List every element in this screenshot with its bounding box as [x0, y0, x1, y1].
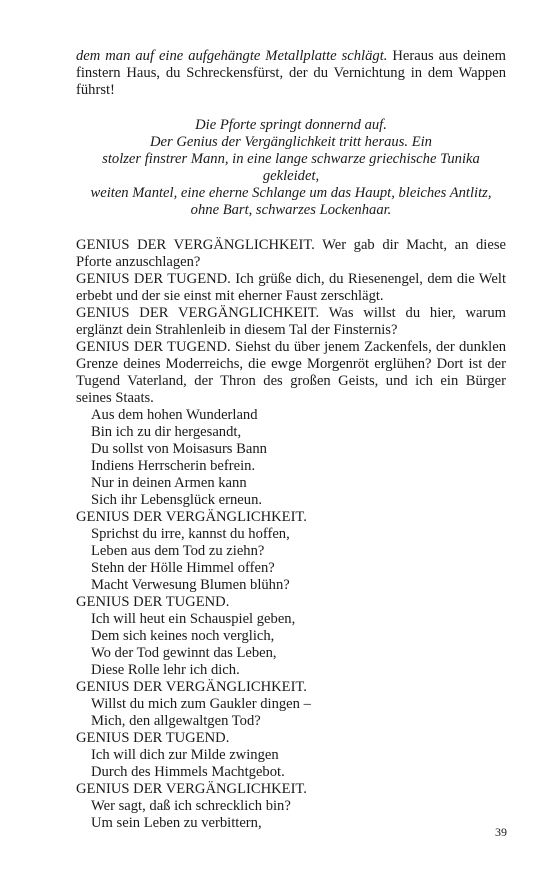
verse-line: Macht Verwesung Blumen blühn? — [91, 577, 290, 593]
verse-line: Leben aus dem Tod zu ziehn? — [91, 543, 265, 559]
verse-line: Bin ich zu dir hergesandt, — [91, 424, 242, 440]
verse-line: Mich, den allgewaltgen Tod? — [91, 713, 261, 729]
speaker-heading: GENIUS DER VERGÄNGLICHKEIT. — [76, 781, 307, 797]
verse-line: Ich will dich zur Milde zwingen — [91, 747, 279, 763]
stage-direction-line: weiten Mantel, eine eherne Schlange um das Haupt, bleiches Antlitz, — [90, 185, 492, 201]
speech-line: GENIUS DER VERGÄNGLICHKEIT. Was willst du hier, warum erglänzt dein Strahlenleib in diesem Tal der Finsternis? — [76, 305, 506, 338]
verse-line: Stehn der Hölle Himmel offen? — [91, 560, 275, 576]
stage-direction-line: ohne Bart, schwarzes Lockenhaar. — [190, 202, 392, 218]
verse-line: Wer sagt, daß ich schrecklich bin? — [91, 798, 291, 814]
speaker-heading: GENIUS DER TUGEND. — [76, 730, 230, 746]
stage-direction-line: Der Genius der Vergänglichkeit tritt heraus. Ein — [150, 134, 432, 150]
opening-italic-text: dem man auf eine aufgehängte Metallplatte schlägt. — [76, 48, 388, 64]
page-number: 39 — [495, 825, 507, 839]
verse-line: Sich ihr Lebensglück erneun. — [91, 492, 263, 508]
page-body — [76, 48, 506, 832]
verse-line: Ich will heut ein Schauspiel geben, — [91, 611, 296, 627]
speaker-heading: GENIUS DER TUGEND. — [76, 594, 230, 610]
verse-line: Sprichst du irre, kannst du hoffen, — [91, 526, 290, 542]
opening-paragraph — [76, 48, 506, 99]
stage-direction-line: stolzer finstrer Mann, in eine lange schwarze griechische Tunika gekleidet, — [102, 151, 480, 184]
verse-line: Aus dem hohen Wunderland — [91, 407, 258, 423]
speech-line: GENIUS DER TUGEND. Ich grüße dich, du Riesenengel, dem die Welt erbebt und der sie einst mit eherner Faust zerschlägt. — [76, 271, 506, 304]
verse-line: Um sein Leben zu verbittern, — [91, 815, 262, 831]
verse-line: Nur in deinen Armen kann — [91, 475, 247, 491]
verse-line: Dem sich keines noch verglich, — [91, 628, 275, 644]
verse-line: Diese Rolle lehr ich dich. — [91, 662, 240, 678]
speaker-heading: GENIUS DER VERGÄNGLICHKEIT. — [76, 509, 307, 525]
opening-roman-text: Heraus aus deinem finstern Haus, du Schreckensfürst, der du Vernichtung in dem Wappen führst! — [76, 48, 507, 98]
stage-direction — [76, 117, 506, 219]
stage-direction-line: Die Pforte springt donnernd auf. — [195, 117, 387, 133]
verse-line: Indiens Herrscherin befrein. — [91, 458, 256, 474]
verse-line: Willst du mich zum Gaukler dingen – — [91, 696, 311, 712]
speech-line: GENIUS DER TUGEND. Siehst du über jenem Zackenfels, der dunklen Grenze deines Moderreichs, die ewge Morgenröt erglühen? Dort ist der Tugend Vaterland, der Thron des großen Geists, und ich ein Bürger seines Staats. — [76, 339, 506, 406]
verse-line: Wo der Tod gewinnt das Leben, — [91, 645, 277, 661]
speaker-heading: GENIUS DER VERGÄNGLICHKEIT. — [76, 679, 307, 695]
speech-line: GENIUS DER VERGÄNGLICHKEIT. Wer gab dir Macht, an diese Pforte anzuschlagen? — [76, 237, 506, 270]
dialogue — [76, 237, 506, 832]
verse-line: Durch des Himmels Machtgebot. — [91, 764, 285, 780]
verse-line: Du sollst von Moisasurs Bann — [91, 441, 267, 457]
